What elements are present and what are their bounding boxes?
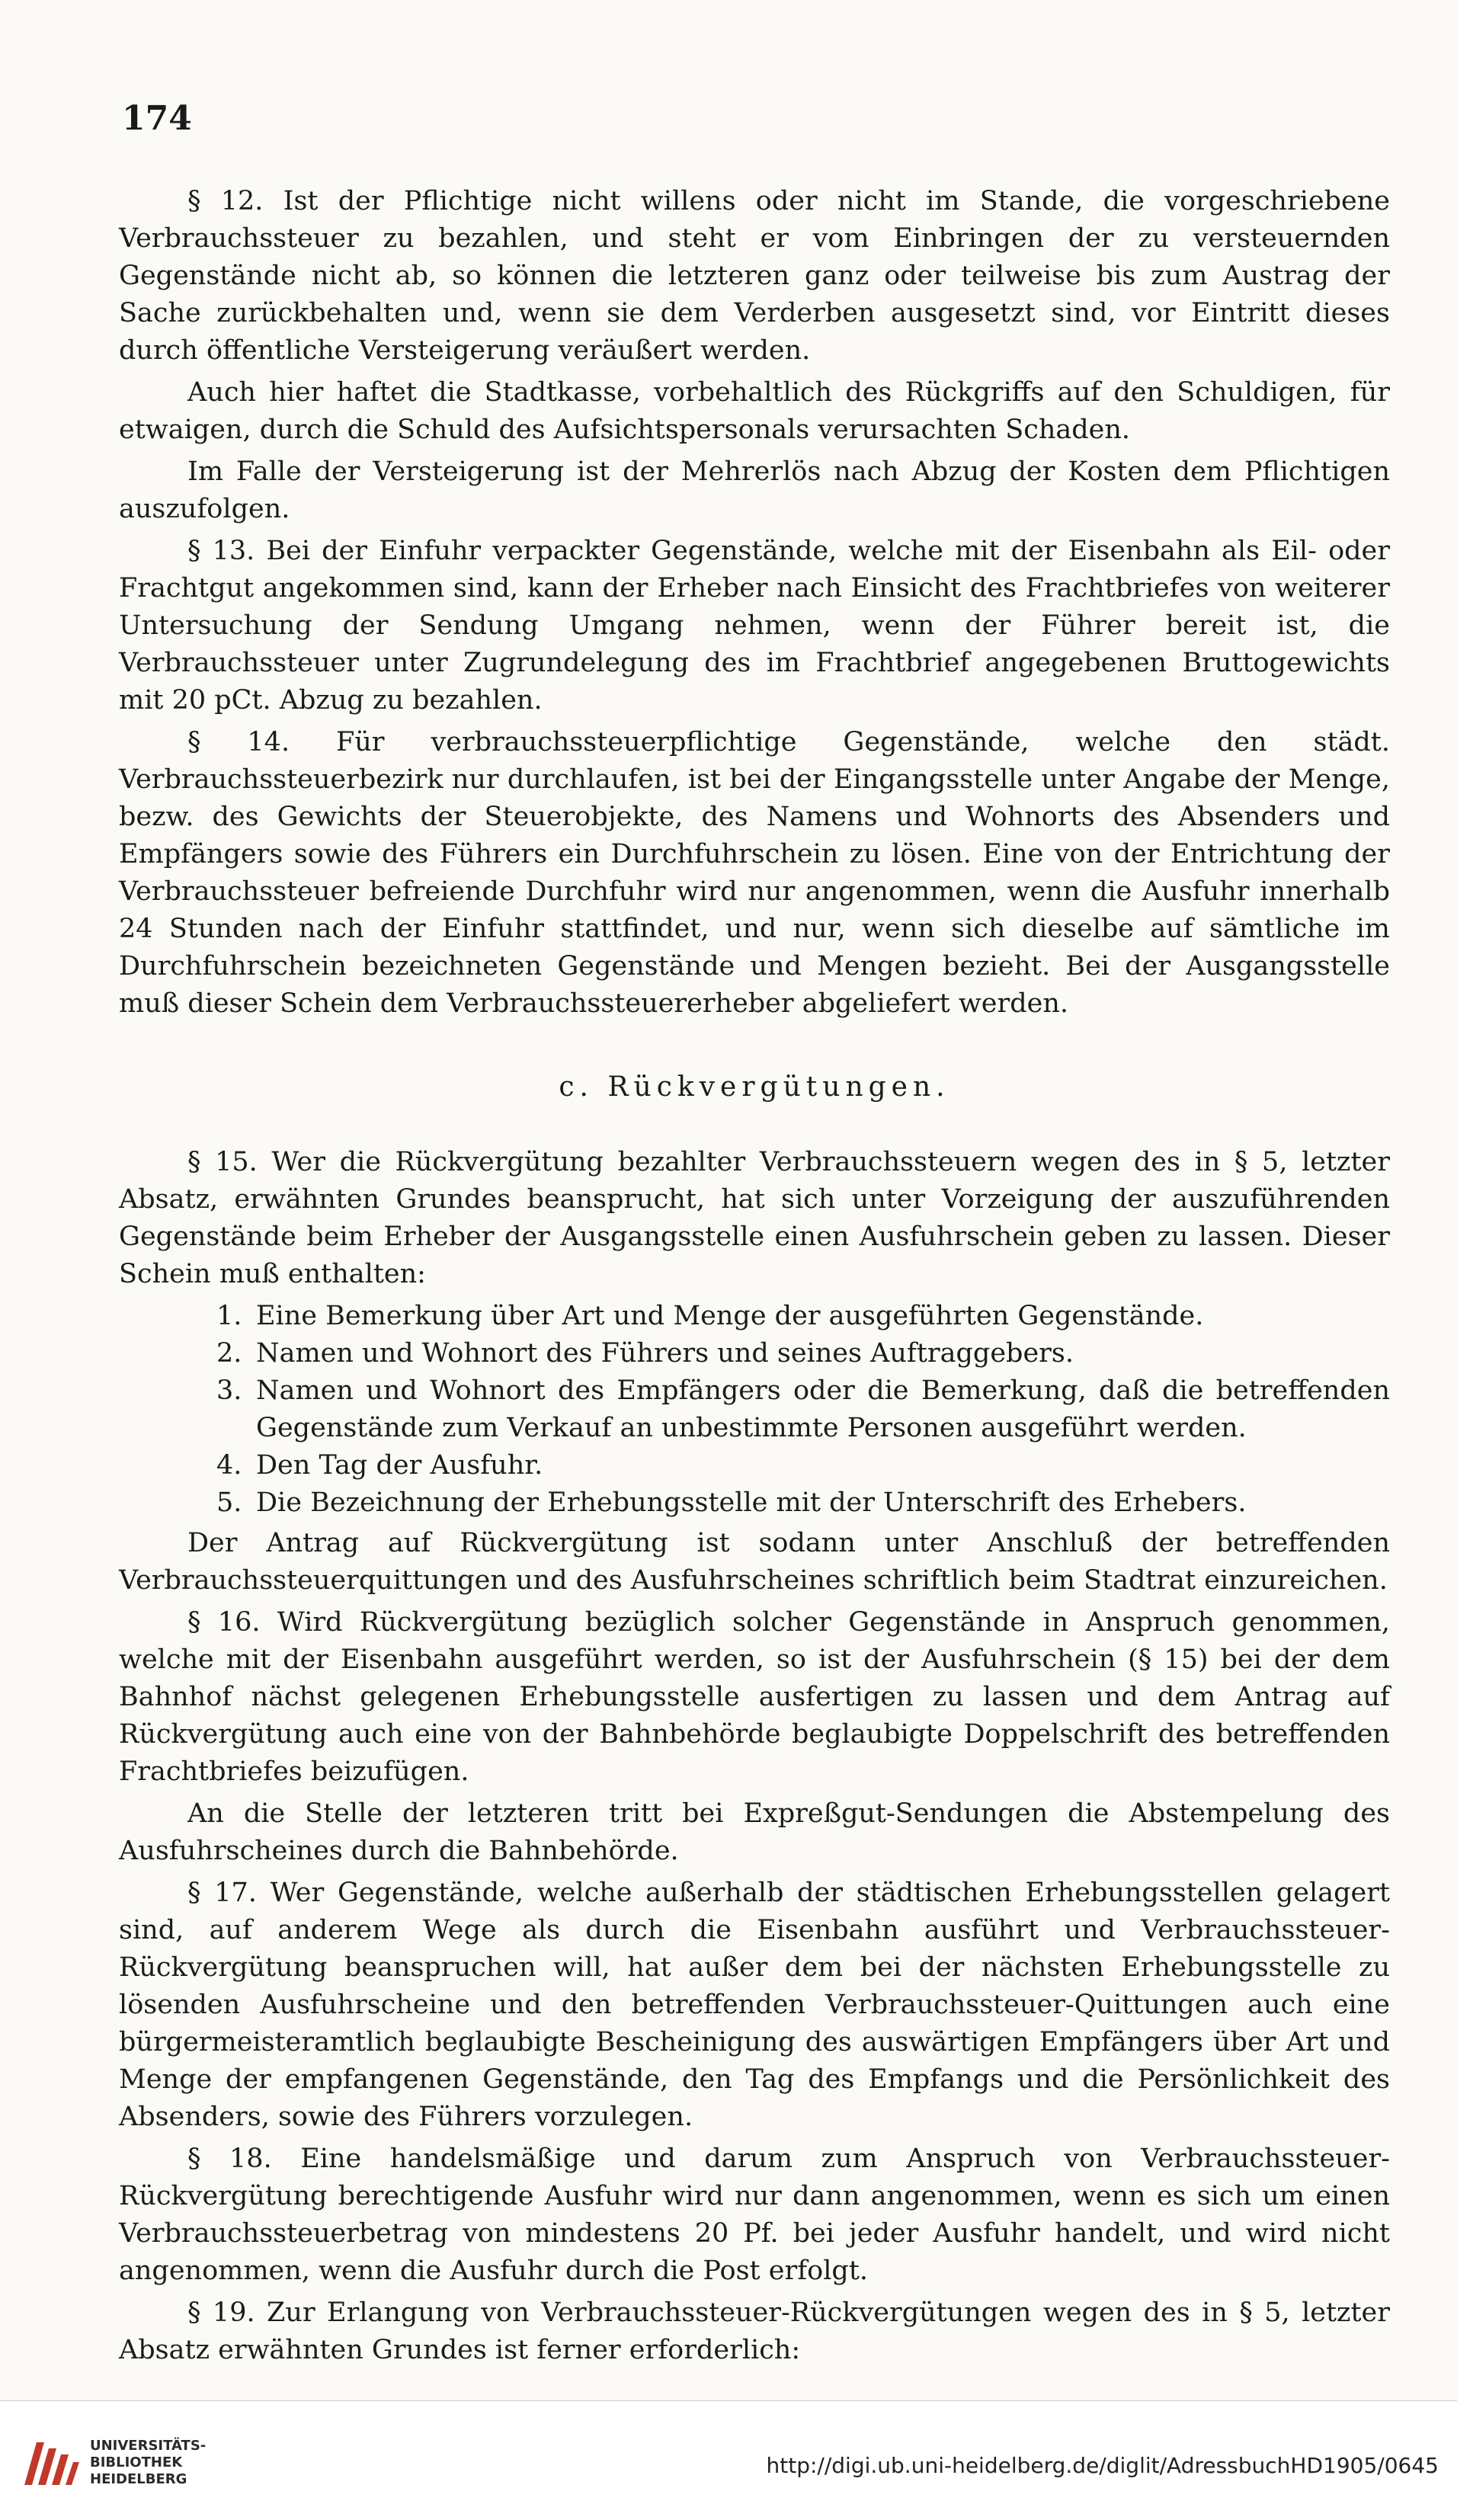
library-name bbox=[90, 2438, 206, 2488]
numbered-list bbox=[119, 1298, 1390, 1522]
list-item-text: Eine Bemerkung über Art und Menge der ausgeführten Gegenstände. bbox=[256, 1301, 1204, 1331]
list-item-number: 4. bbox=[216, 1450, 242, 1481]
paragraph: § 19. Zur Erlangung von Verbrauchssteuer-Rückvergütungen wegen des in § 5, letzter Absatz erwähnten Grundes ist ferner erforderlich: bbox=[119, 2297, 1390, 2365]
paragraph: An die Stelle der letzteren tritt bei Expreßgut-Sendungen die Abstempelung des Ausfuhrscheines durch die Bahnbehörde. bbox=[119, 1798, 1390, 1866]
paragraph: Auch hier haftet die Stadtkasse, vorbehaltlich des Rückgriffs auf den Schuldigen, für etwaigen, durch die Schuld des Aufsichtspersonals verursachten Schaden. bbox=[119, 377, 1390, 445]
paragraph: § 15. Wer die Rückvergütung bezahlter Verbrauchssteuern wegen des in § 5, letzter Absatz, erwähnten Grundes beansprucht, hat sich unter Vorzeigung der auszuführenden Gegenstände beim Erheber der Ausgangsstelle einen Ausfuhrschein geben zu lassen. Dieser Schein muß enthalten: bbox=[119, 1147, 1390, 1289]
page-number: 174 bbox=[122, 99, 192, 138]
list-item-number: 3. bbox=[216, 1375, 242, 1406]
paragraph: § 14. Für verbrauchssteuerpflichtige Gegenstände, welche den städt. Verbrauchssteuerbezirk nur durchlaufen, ist bei der Eingangsstelle unter Angabe der Menge, bezw. des Gewichts der Steuerobjekte, des Namens und Wohnorts des Absenders und Empfängers sowie des Führers ein Durchfuhrschein zu lösen. Eine von der Entrichtung der Verbrauchssteuer befreiende Durchfuhr wird nur angenommen, wenn die Ausfuhr innerhalb 24 Stunden nach der Einfuhr stattfindet, und nur, wenn sich dieselbe auf sämtliche im Durchfuhrschein bezeichneten Gegenstände und Mengen bezieht. Bei der Ausgangsstelle muß dieser Schein dem Verbrauchssteuererheber abgeliefert werden. bbox=[119, 727, 1390, 1019]
list-item bbox=[119, 1372, 1390, 1447]
list-item-number: 1. bbox=[216, 1301, 242, 1331]
paragraph: § 16. Wird Rückvergütung bezüglich solcher Gegenstände in Anspruch genommen, welche mit der Eisenbahn ausgeführt werden, so ist der Ausfuhrschein (§ 15) bei der dem Bahnhof nächst gelegenen Erhebungsstelle ausfertigen zu lassen und dem Antrag auf Rückvergütung auch eine von der Bahnbehörde beglaubigte Doppelschrift des betreffenden Frachtbriefes beizufügen. bbox=[119, 1607, 1390, 1787]
list-item-text: Namen und Wohnort des Führers und seines Auftraggebers. bbox=[256, 1338, 1074, 1369]
library-name-line: UNIVERSITÄTS- bbox=[90, 2438, 207, 2454]
university-library-logo-icon bbox=[18, 2432, 82, 2496]
paragraph: Im Falle der Versteigerung ist der Mehrerlös nach Abzug der Kosten dem Pflichtigen auszufolgen. bbox=[119, 456, 1390, 524]
list-item bbox=[119, 1447, 1390, 1484]
list-item-text: Die Bezeichnung der Erhebungsstelle mit der Unterschrift des Erhebers. bbox=[256, 1487, 1247, 1518]
library-name-line: BIBLIOTHEK bbox=[90, 2454, 183, 2470]
source-url[interactable]: http://digi.ub.uni-heidelberg.de/diglit/AdressbuchHD1905/0645 bbox=[766, 2453, 1439, 2478]
paragraph: § 12. Ist der Pflichtige nicht willens oder nicht im Stande, die vorgeschriebene Verbrauchssteuer zu bezahlen, und steht er vom Einbringen der zu versteuernden Gegenstände nicht ab, so können die letzteren ganz oder teilweise bis zum Austrag der Sache zurückbehalten und, wenn sie dem Verderben ausgesetzt sind, vor Eintritt dieses durch öffentliche Versteigerung veräußert werden. bbox=[119, 186, 1390, 366]
section-heading: c. Rückvergütungen. bbox=[559, 1071, 950, 1103]
list-item-text: Den Tag der Ausfuhr. bbox=[256, 1450, 543, 1481]
page-body bbox=[119, 183, 1390, 2374]
paragraph: § 18. Eine handelsmäßige und darum zum Anspruch von Verbrauchssteuer-Rückvergütung berechtigende Ausfuhr wird nur dann angenommen, wenn es sich um einen Verbrauchssteuerbetrag von mindestens 20 Pf. bei jeder Ausfuhr handelt, und wird nicht angenommen, wenn die Ausfuhr durch die Post erfolgt. bbox=[119, 2144, 1390, 2286]
paragraph: Der Antrag auf Rückvergütung ist sodann unter Anschluß der betreffenden Verbrauchssteuerquittungen und des Ausfuhrscheines schriftlich beim Stadtrat einzureichen. bbox=[119, 1528, 1390, 1596]
list-item bbox=[119, 1484, 1390, 1522]
list-item-number: 2. bbox=[216, 1338, 242, 1369]
list-item bbox=[119, 1335, 1390, 1372]
paragraph: § 17. Wer Gegenstände, welche außerhalb der städtischen Erhebungsstellen gelagert sind, auf anderem Wege als durch die Eisenbahn ausführt und Verbrauchssteuer-Rückvergütung beanspruchen will, hat außer dem bei der nächsten Erhebungsstelle zu lösenden Ausfuhrscheine und den betreffenden Verbrauchssteuer-Quittungen auch eine bürgermeisteramtlich beglaubigte Bescheinigung des auswärtigen Empfängers über Art und Menge der empfangenen Gegenstände, den Tag des Empfangs und die Persönlichkeit des Absenders, sowie des Führers vorzulegen. bbox=[119, 1878, 1390, 2132]
paragraph: § 13. Bei der Einfuhr verpackter Gegenstände, welche mit der Eisenbahn als Eil- oder Frachtgut angekommen sind, kann der Erheber nach Einsicht des Frachtbriefes von weiterer Untersuchung der Sendung Umgang nehmen, wenn der Führer bereit ist, die Verbrauchssteuer unter Zugrundelegung des im Frachtbrief angegebenen Bruttogewichts mit 20 pCt. Abzug zu bezahlen. bbox=[119, 536, 1390, 716]
library-name-line: HEIDELBERG bbox=[90, 2471, 187, 2487]
viewer-footer bbox=[0, 2400, 1457, 2520]
list-item-text: Namen und Wohnort des Empfängers oder die Bemerkung, daß die betreffenden Gegenstände zum Verkauf an unbestimmte Personen ausgeführt werden. bbox=[256, 1375, 1390, 1443]
list-item-number: 5. bbox=[216, 1487, 242, 1518]
list-item bbox=[119, 1298, 1390, 1335]
